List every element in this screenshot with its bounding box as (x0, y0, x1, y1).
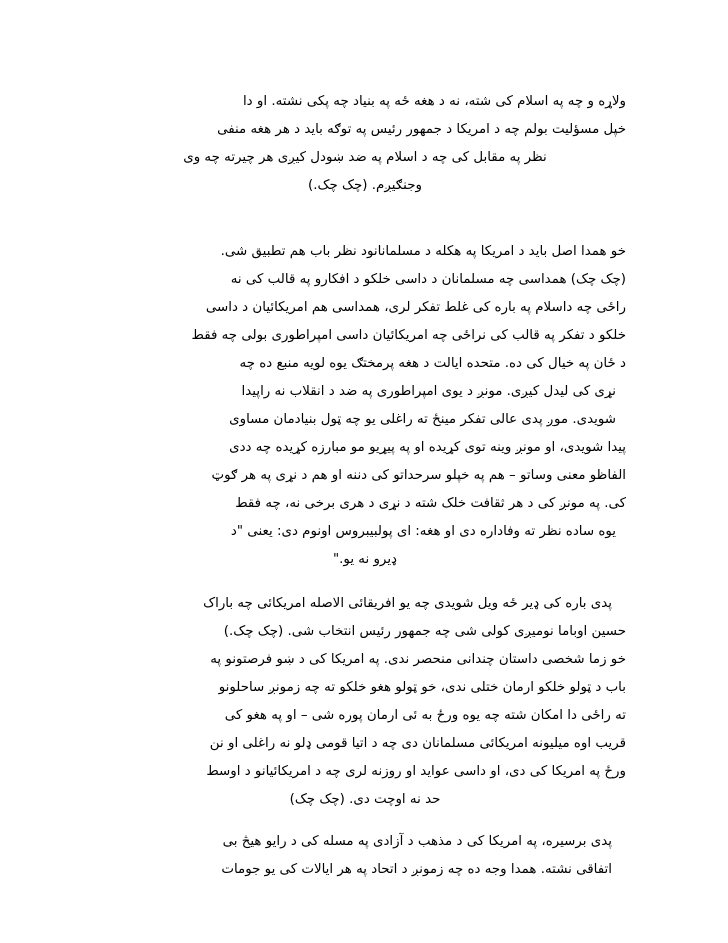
text-line: ته راځی دا امکان شته چه يوه ورځ به ئی ارمان پوره شی – او په هغو کی (224, 708, 626, 723)
text-line: قريب اوه ميليونه امريکائی مسلمانان دی چه د اتيا قومی ډلو نه راغلی او نن (209, 736, 626, 751)
text-line: خو همدا اصل بايد د امريکا په هکله د مسلمانانود نظر باب هم تطبيق شی. (220, 244, 626, 259)
text-line: ولاړه و چه په اسلام کی شته، نه د هغه ځه په بنياد چه پکی نشته. او دا (242, 94, 626, 109)
text-line: باب د ټولو خلکو ارمان ختلی ندی، خو ټولو هغو خلکو ته چه زمونږ ساحلونو (218, 680, 626, 695)
text-line: پدی باره کی ډير ځه ويل شويدی چه يو افريقائی الاصله امريکائی چه باراک (203, 596, 612, 611)
text-line: الفاظو معنی وساتو – هم په خپلو سرحداتو کی دننه او هم د نړی په هر ګوټ (211, 468, 626, 483)
paragraph-3 (104, 590, 626, 814)
text-line: نظر په مقابل کی چه د اسلام په ضد ښودل کيږی هر چيرته چه وی (183, 150, 547, 165)
text-line: خپل مسؤليت بولم چه د امريکا د جمهور رئيس په توګه بايد د هر هغه منفی (217, 122, 626, 137)
text-line: راځی چه داسلام په باره کی غلط تفکر لری، همداسی هم امريکائيان د داسی (205, 300, 626, 315)
text-line: نړی کی ليدل کيږی. مونږ د يوی امپراطوری په ضد د انقلاب نه راپيدا (241, 384, 616, 399)
text-line: حسين اوباما نوميږی کولی شی چه جمهور رئيس انتخاب شی. (چک چک.) (223, 624, 626, 639)
text-line: ورځ په امريکا کی دی، او داسی عوايد او روزنه لری چه د امريکائيانو د اوسط (206, 764, 626, 779)
text-line: خلکو د تفکر په قالب کی نراځی چه امريکائيان داسی امپراطوری بولی چه فقط (191, 328, 626, 343)
text-line: پيدا شويدی، او مونږ وينه توی کړيده او په پيړيو مو مبارزه کړيده چه ددی (229, 440, 626, 455)
text-line: خو زما شخصی داستان چندانی منحصر ندی. په امريکا کی د ښو فرصتونو په (210, 652, 626, 667)
text-line: (چک چک) همداسی چه مسلمانان د داسی خلکو د افکارو په قالب کی نه (230, 272, 626, 287)
text-line: وجنګيږم. (چک چک.) (308, 178, 422, 193)
text-line: شويدی. موږ پدی عالی تفکر مينځ ته راغلی يو چه ټول بنيادمان مساوی (229, 412, 616, 427)
text-line: حد نه اوچت دی. (چک چک) (289, 792, 441, 807)
paragraph-4 (104, 828, 626, 884)
text-line: يوه ساده نظر ته وفاداره دی او هغه: ای پولبيبروس اونوم دی: يعنی "د (230, 524, 616, 539)
text-line: پدی برسيره، په امريکا کی د مذهب د آزادی په مسله کی د رايو هيڅ بی (222, 834, 612, 849)
text-line: کی. په مونږ کی د هر ثقافت خلک شته د نړی د هری برخی نه، چه فقط (235, 496, 626, 511)
paragraph-1 (104, 88, 626, 200)
text-line: ډيرو نه يو." (332, 552, 398, 567)
text-line: اتفاقی نشته. همدا وجه ده چه زمونږ د اتحاد په هر ايالات کی يو جومات (221, 862, 612, 877)
text-line: د ځان په خيال کی ده. متحده ايالت د هغه پرمختګ يوه لويه منبع ده چه (239, 356, 626, 371)
paragraph-2 (104, 238, 626, 574)
